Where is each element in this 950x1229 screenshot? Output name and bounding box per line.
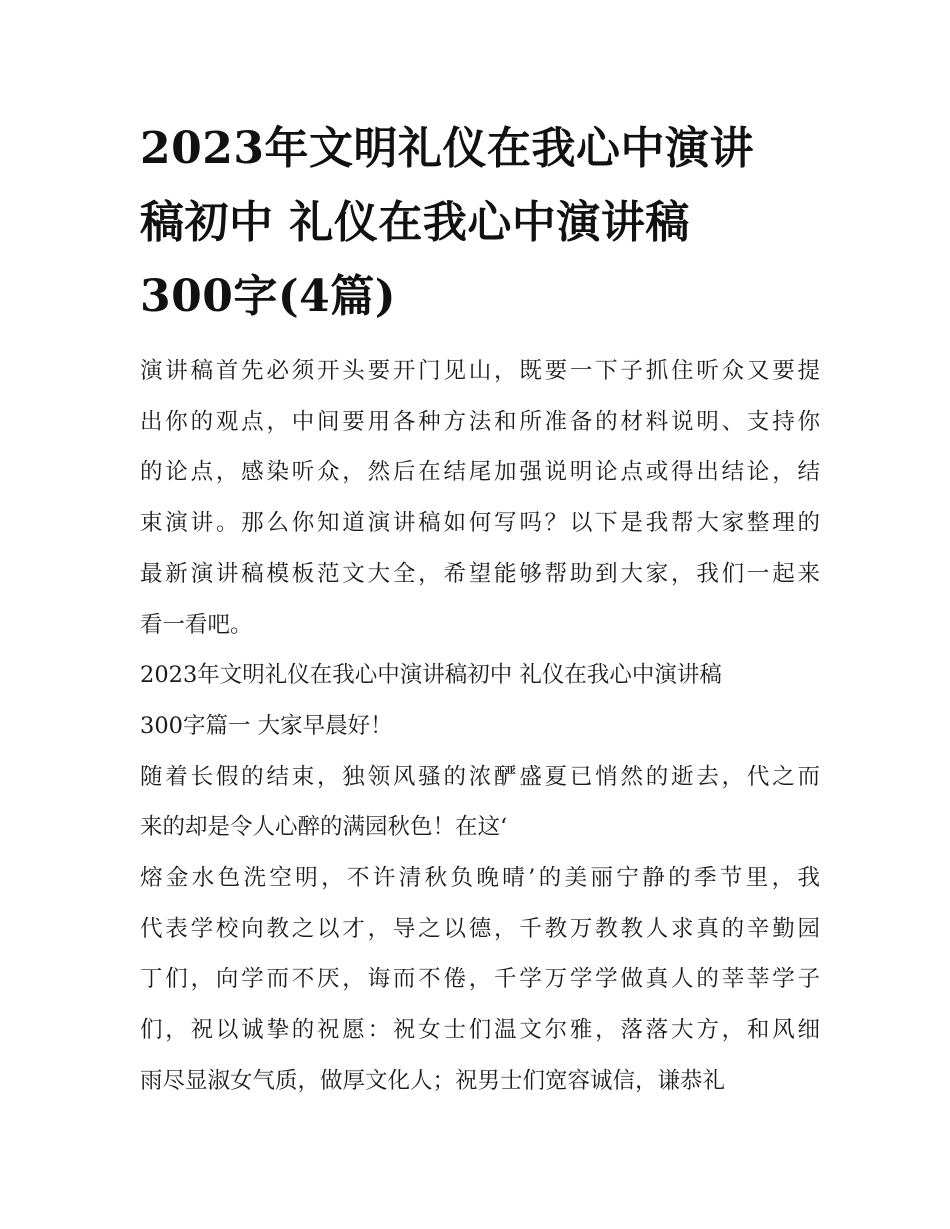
intro-paragraph <box>140 346 820 650</box>
text-line: 2023年文明礼仪在我心中演讲稿初中 礼仪在我心中演讲稿 <box>140 662 722 689</box>
title-line: 300字(4篇) <box>140 271 397 322</box>
text-line: 丁们，向学而不厌，诲而不倦，千学万学学做真人的莘莘学子 <box>140 966 820 993</box>
text-line: 来的却是令人心醉的满园秋色！在这‘ <box>140 814 508 841</box>
title-line: 稿初中 礼仪在我心中演讲稿 <box>140 197 690 248</box>
text-line: 演讲稿首先必须开头要开门见山，既要一下子抓住听众又要提 <box>140 358 820 384</box>
text-line: 随着长假的结束，独领风骚的浓酽盛夏已悄然的逝去，代之而 <box>140 763 820 790</box>
text-line: 的论点，感染听众，然后在结尾加强说明论点或得出结论，结 <box>140 459 820 486</box>
document-title <box>140 112 820 334</box>
section-heading <box>140 650 820 751</box>
text-line: 300字篇一 大家早晨好！ <box>140 712 393 739</box>
text-line: 们，祝以诚挚的祝愿：祝女士们温文尔雅，落落大方，和风细 <box>140 1017 820 1044</box>
text-line: 看一看吧。 <box>140 611 253 638</box>
body-paragraph <box>140 853 820 1107</box>
document-body <box>140 346 820 1107</box>
text-line: 最新演讲稿模板范文大全，希望能够帮助到大家，我们一起来 <box>140 560 820 587</box>
text-line: 束演讲。那么你知道演讲稿如何写吗？以下是我帮大家整理的 <box>140 510 820 537</box>
title-line: 2023年文明礼仪在我心中演讲 <box>140 123 754 174</box>
text-line: 出你的观点，中间要用各种方法和所准备的材料说明、支持你 <box>140 408 820 435</box>
text-line: 熔金水色洗空明，不许清秋负晚晴’的美丽宁静的季节里，我 <box>140 865 820 892</box>
text-line: 代表学校向教之以才，导之以德，千教万教教人求真的辛勤园 <box>140 915 820 942</box>
text-line: 雨尽显淑女气质，做厚文化人；祝男士们宽容诚信，谦恭礼 <box>140 1067 726 1094</box>
body-paragraph <box>140 752 820 853</box>
document-page <box>140 112 820 1107</box>
